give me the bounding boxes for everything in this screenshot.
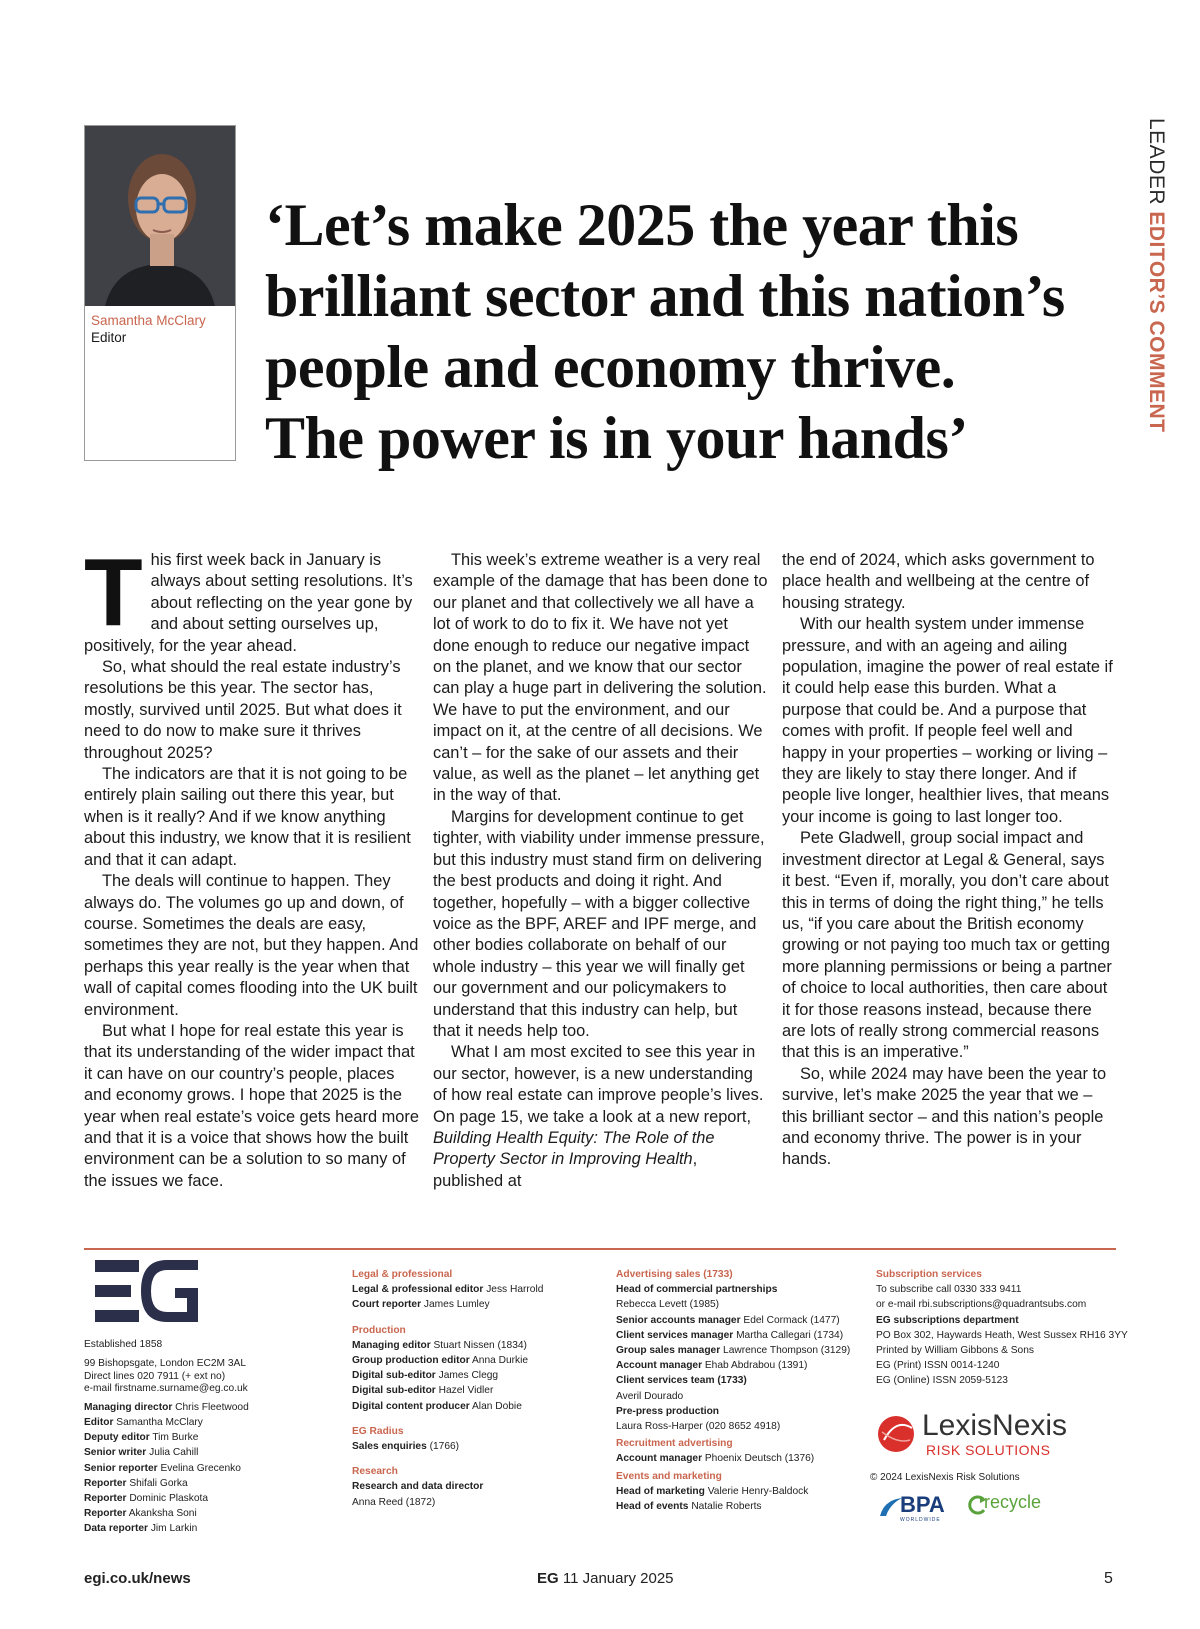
staff-role: Senior writer [84, 1447, 147, 1459]
staff-role: Client services manager [616, 1329, 734, 1341]
staff-name: Lawrence Thompson (3129) [723, 1345, 851, 1357]
staff-row [616, 1313, 866, 1328]
staff-name: Shifali Gorka [129, 1477, 188, 1489]
section-heading: Production [352, 1324, 406, 1336]
staff-role: Editor [84, 1416, 114, 1428]
staff-role: Sales enquiries [352, 1441, 427, 1453]
staff-name: Phoenix Deutsch (1376) [704, 1453, 815, 1465]
staff-row [616, 1328, 866, 1343]
page-number: 5 [1104, 1570, 1113, 1587]
staff-name: Samantha McClary [116, 1416, 203, 1428]
author-photo [85, 126, 235, 306]
article-column-3 [782, 550, 1117, 1171]
report-title: Building Health Equity: The Role of the Property Sector in Improving Health [433, 1128, 715, 1169]
staff-role: Senior accounts manager [616, 1314, 741, 1326]
recycle-logo [968, 1492, 1078, 1524]
address-line: 99 Bishopsgate, London EC2M 3AL [84, 1358, 246, 1370]
staff-row [84, 1400, 314, 1415]
staff-row [352, 1338, 582, 1353]
staff-role: Digital sub-editor [352, 1385, 436, 1397]
staff-role: Client services team (1733) [616, 1375, 747, 1387]
paragraph [433, 1042, 768, 1192]
masthead-editorial [84, 1337, 314, 1537]
staff-role: Reporter [84, 1508, 127, 1520]
footer-issue [537, 1570, 674, 1587]
author-name: Samantha McClary [91, 313, 206, 328]
staff-name: Ehab Abdrabou (1391) [704, 1360, 808, 1372]
paragraph: But what I hope for real estate this year is that its understanding of the wider impact that it can have on our country’s people, places and economy grows. I hope that 2025 is the year when real estate’s voice gets heard more and that it is a voice that shows how the built environment can be a solution to so many of the issues we face. [84, 1021, 419, 1190]
author-photo-box [84, 125, 236, 461]
footer-date: 11 January 2025 [562, 1570, 674, 1587]
staff-role: Group sales manager [616, 1345, 721, 1357]
staff-name: Laura Ross-Harper (020 8652 4918) [616, 1421, 781, 1433]
staff-row [352, 1297, 582, 1312]
bpa-sub: WORLDWIDE [900, 1517, 941, 1523]
staff-row [616, 1343, 866, 1358]
paragraph: So, while 2024 may have been the year to survive, let’s make 2025 the year that we – this brilliant sector – and this nation’s people and economy thrive. The power is in your hands. [782, 1064, 1107, 1169]
staff-name: Rebecca Levett (1985) [616, 1299, 720, 1311]
staff-role: Court reporter [352, 1299, 422, 1311]
staff-row [352, 1495, 582, 1510]
staff-role: Reporter [84, 1477, 127, 1489]
headline-line: The power is in your hands’ [265, 405, 968, 471]
staff-name: Natalie Roberts [691, 1501, 762, 1513]
staff-name: James Lumley [423, 1299, 490, 1311]
article-column-1 [84, 539, 419, 1192]
paragraph: Pete Gladwell, group social impact and investment director at Legal & General, says it best. “Even if, morally, you don’t care about this in terms of doing the right thing,” he tells us, “if you care about the British economy growing or not paying too much tax or getting more planning permissions or being a partner of choice to local authorities, then care about it for those reasons instead, because there are lots of really strong commercial reasons that this is an imperative.” [782, 829, 1112, 1062]
section-name: LEADER [1145, 118, 1168, 206]
bpa-logo [878, 1492, 968, 1524]
lexisnexis-name: LexisNexis [922, 1409, 1068, 1442]
copyright: © 2024 LexisNexis Risk Solutions [870, 1472, 1020, 1483]
staff-row [84, 1461, 314, 1476]
staff-row [84, 1491, 314, 1506]
author-role: Editor [91, 330, 127, 345]
staff-row [352, 1353, 582, 1368]
paragraph: This week’s extreme weather is a very real example of the damage that has been done to our planet and that collectively we all have a lot of work to do to fix it. We have not yet done enough to reduce our negative impact on the planet, and we know that our sector can play a huge part in delivering the solution. We have to put the environment, and our impact on it, at the centre of all decisions. We can’t – for the sake of our assets and their value, as well as the planet – let anything get in the way of that. [433, 551, 768, 805]
section-heading: Legal & professional [352, 1269, 453, 1280]
staff-row [616, 1451, 866, 1466]
staff-row [616, 1297, 866, 1312]
info-line: To subscribe call 0330 333 9411 [876, 1284, 1022, 1296]
staff-row [352, 1439, 582, 1454]
staff-role: Managing editor [352, 1339, 431, 1351]
lexisnexis-sub: RISK SOLUTIONS [926, 1442, 1051, 1458]
staff-role: Account manager [616, 1360, 703, 1372]
staff-name: Stuart Nissen (1834) [433, 1339, 527, 1351]
headline-line: ‘Let’s make 2025 the year this [265, 192, 1019, 258]
staff-role: Deputy editor [84, 1432, 150, 1444]
staff-name: (1766) [429, 1441, 460, 1453]
staff-name: Dominic Plaskota [129, 1492, 209, 1504]
paragraph: So, what should the real estate industry’s resolutions be this year. The sector has, mostly, survived until 2025. But what does it need to do now to make sure it thrives throughout 2025? [84, 658, 402, 762]
staff-row [616, 1389, 866, 1404]
headline [265, 190, 1125, 474]
section-heading: Advertising sales (1733) [616, 1269, 733, 1280]
section-heading: EG Radius [352, 1425, 404, 1437]
staff-row [616, 1499, 866, 1514]
headline-line: people and economy thrive. [265, 334, 956, 400]
section-label [1141, 118, 1171, 433]
masthead-departments [352, 1263, 582, 1510]
staff-row [616, 1282, 866, 1297]
established: Established 1858 [84, 1339, 163, 1350]
staff-name: Julia Cahill [149, 1447, 199, 1459]
section-heading: Recruitment advertising [616, 1438, 733, 1450]
staff-name: Anna Durkie [472, 1355, 529, 1367]
footer-url: egi.co.uk/news [84, 1570, 191, 1587]
staff-role: Pre-press production [616, 1405, 720, 1417]
info-line: or e-mail rbi.subscriptions@quadrantsubs.com [876, 1299, 1087, 1311]
staff-name: Averil Dourado [616, 1390, 684, 1402]
staff-row [352, 1282, 582, 1297]
eg-logo [95, 1260, 200, 1322]
section-heading: Events and marketing [616, 1470, 722, 1482]
staff-role: Account manager [616, 1453, 703, 1465]
staff-role: Reporter [84, 1492, 127, 1504]
staff-row [84, 1430, 314, 1445]
staff-name: Evelina Grecenko [160, 1462, 241, 1474]
staff-role: Head of marketing [616, 1485, 705, 1497]
staff-name: Edel Cormack (1477) [743, 1314, 840, 1326]
staff-row [84, 1521, 314, 1536]
staff-row [84, 1415, 314, 1430]
staff-row [352, 1399, 582, 1414]
staff-role: Group production editor [352, 1355, 470, 1367]
staff-row [616, 1373, 866, 1388]
staff-row [616, 1358, 866, 1373]
info-line: EG (Online) ISSN 2059-5123 [876, 1375, 1008, 1387]
paragraph-text: What I am most excited to see this year in our sector, however, is a new understanding of how real estate can improve people’s lives. On page 15, we take a look at a new report, [433, 1043, 764, 1126]
staff-role: Digital sub-editor [352, 1370, 436, 1382]
info-line: EG (Print) ISSN 0014-1240 [876, 1360, 1000, 1372]
paragraph: The deals will continue to happen. They always do. The volumes go up and down, of course. Sometimes the deals are easy, sometimes they are not, but they happen. And perhaps this year really is the year when that wall of capital comes flooding into the UK built environment. [84, 872, 419, 1019]
staff-row [352, 1479, 582, 1494]
masthead-subscriptions [876, 1263, 1136, 1389]
staff-row [616, 1419, 866, 1434]
article-column-2 [433, 550, 768, 1192]
staff-row [352, 1368, 582, 1383]
staff-name: Jim Larkin [150, 1523, 198, 1535]
staff-role: Senior reporter [84, 1462, 158, 1474]
staff-name: Alan Dobie [472, 1400, 522, 1412]
staff-name: Jess Harrold [486, 1284, 544, 1296]
staff-role: Research and data director [352, 1481, 484, 1493]
paragraph: the end of 2024, which asks government to place health and wellbeing at the centre of housing strategy. [782, 551, 1095, 612]
staff-name: Tim Burke [152, 1432, 199, 1444]
staff-role: Head of events [616, 1501, 689, 1513]
lexisnexis-logo [876, 1410, 1076, 1460]
staff-name: Akanksha Soni [128, 1508, 197, 1520]
address-line: e-mail firstname.surname@eg.co.uk [84, 1383, 248, 1395]
staff-name: Martha Callegari (1734) [736, 1329, 844, 1341]
info-line: Printed by William Gibbons & Sons [876, 1345, 1034, 1357]
staff-row [352, 1383, 582, 1398]
staff-role: Digital content producer [352, 1400, 470, 1412]
recycle-text: recycle [984, 1492, 1042, 1512]
info-line: EG subscriptions department [876, 1314, 1019, 1326]
staff-role: Data reporter [84, 1523, 148, 1535]
footer-pub: EG [537, 1570, 559, 1587]
paragraph: Margins for development continue to get tighter, with viability under immense pressure, but this industry must stand firm on delivering the best products and doing it right. And together, hopefully – with a bigger collective voice as the BPF, AREF and IPF merge, and other bodies collaborate on behalf of our whole industry – this year we will finally get our government and our policymakers to understand that this industry can help, but that it needs help too. [433, 807, 765, 1040]
divider [84, 1248, 1116, 1250]
staff-name: James Clegg [438, 1370, 499, 1382]
paragraph: his first week back in January is always about setting resolutions. It’s about reflecting on the year gone by and about setting ourselves up, positively, for the year ahead. [84, 551, 413, 655]
masthead-advertising [616, 1263, 866, 1514]
staff-row [84, 1476, 314, 1491]
staff-role: Managing director [84, 1401, 173, 1413]
staff-row [84, 1445, 314, 1460]
subsection-name: EDITOR’S COMMENT [1145, 211, 1168, 433]
paragraph: The indicators are that it is not going to be entirely plain sailing out there this year, but when is it really? And if we know anything about this industry, we know that it is resilient and that it can adapt. [84, 765, 411, 869]
staff-row [616, 1404, 866, 1419]
staff-name: Chris Fleetwood [175, 1401, 249, 1413]
drop-cap: T [84, 539, 143, 646]
address-line: Direct lines 020 7911 (+ ext no) [84, 1370, 226, 1382]
section-heading: Research [352, 1466, 398, 1478]
headline-line: brilliant sector and this nation’s [265, 263, 1065, 329]
staff-name: Valerie Henry-Baldock [707, 1485, 809, 1497]
info-line: PO Box 302, Haywards Heath, West Sussex RH16 3YY [876, 1329, 1128, 1341]
paragraph-text: , published at [433, 1150, 698, 1190]
staff-name: Hazel Vidler [438, 1385, 494, 1397]
section-heading: Subscription services [876, 1269, 982, 1280]
staff-row [84, 1506, 314, 1521]
staff-role: Head of commercial partnerships [616, 1284, 778, 1296]
eg-logo-graphic [95, 1260, 200, 1322]
bpa-text: BPA [900, 1492, 945, 1517]
staff-name: Anna Reed (1872) [352, 1496, 436, 1508]
staff-row [616, 1484, 866, 1499]
paragraph: With our health system under immense pressure, and with an ageing and ailing population, imagine the power of real estate if it could help ease this burden. What a purpose that could be. And a purpose that comes with profit. If people feel well and happy in your properties – working or living – they are likely to stay there longer. And if people live longer, healthier lives, that means your income is going to last longer too. [782, 615, 1113, 826]
staff-role: Legal & professional editor [352, 1284, 484, 1296]
